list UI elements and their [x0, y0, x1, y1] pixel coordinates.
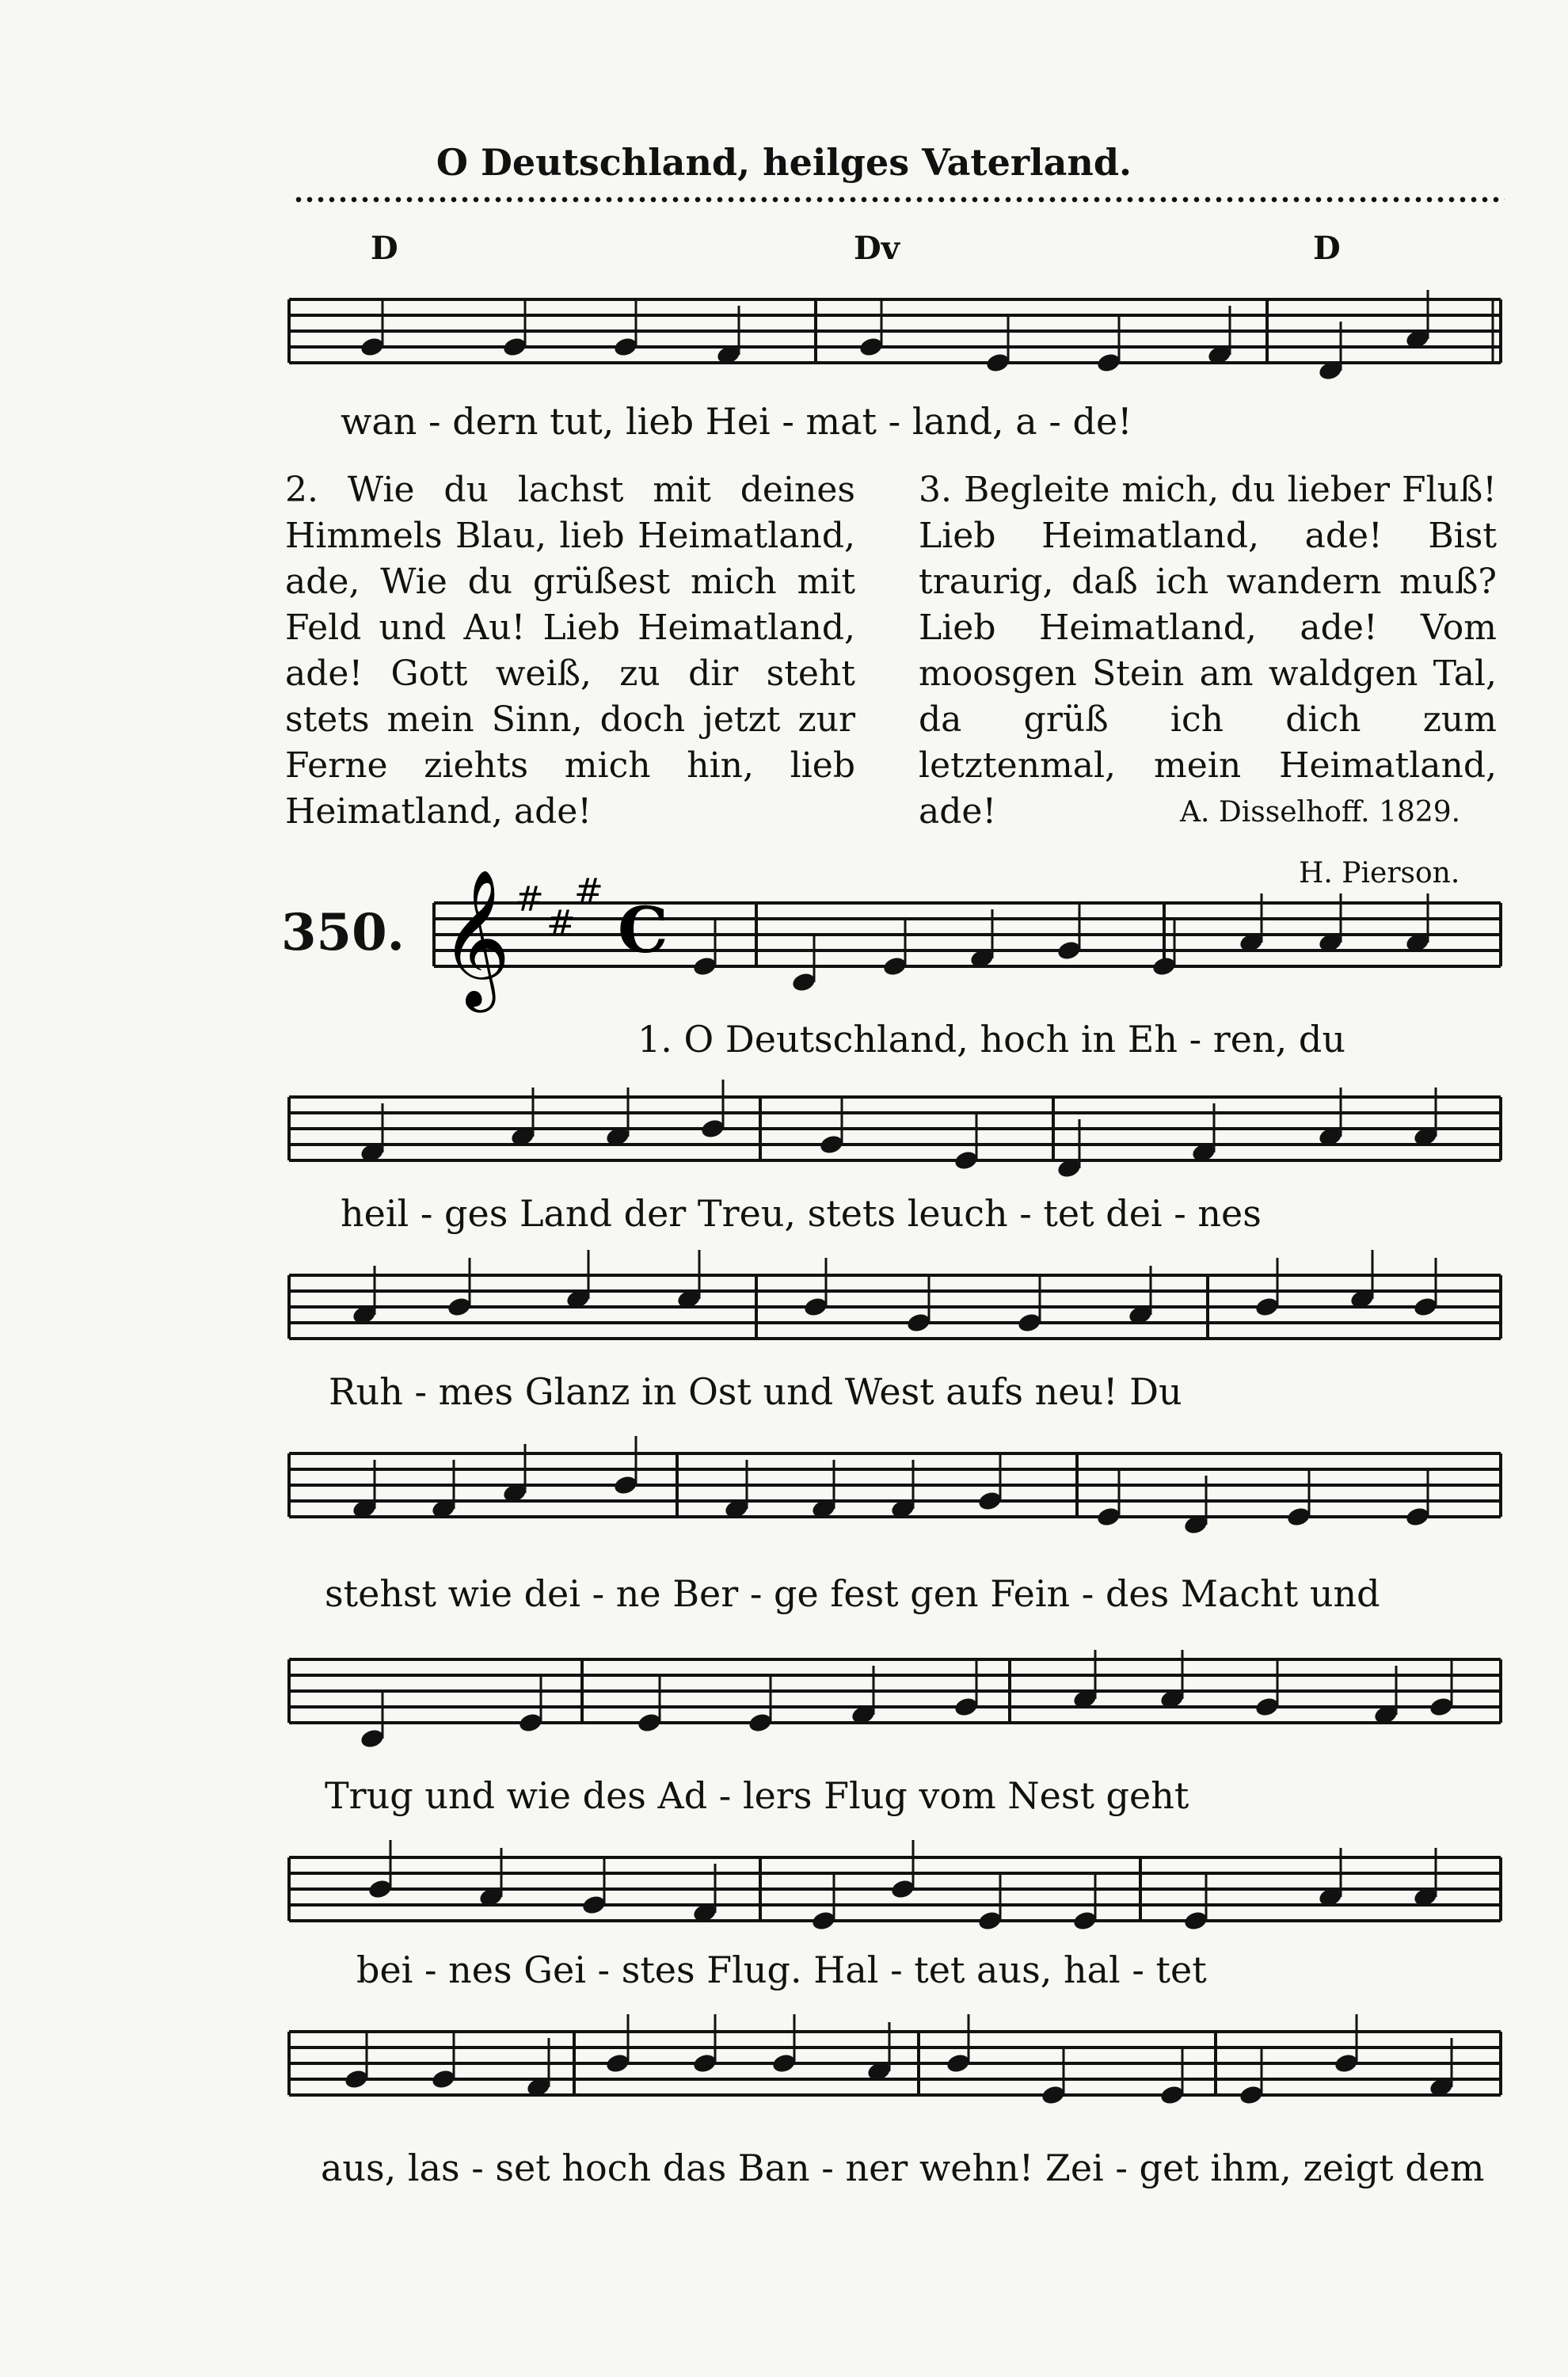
- verse-2: 2. Wie du lachst mit deines Himmels Blau, lieb Heimatland, ade, Wie du grüßest mich mit Feld und Au! Lieb Heimatland, ade! Gott weiß, zu dir steht stets mein Sinn, doch jetzt zur Ferne ziehts mich hin, lieb Heimatland, ade!: [285, 470, 855, 832]
- lyric-line: bei - nes Gei - stes Flug. Hal - tet aus, hal - tet: [356, 1948, 1207, 1991]
- lyric-line: heil - ges Land der Treu, stets leuch - tet dei - nes: [341, 1192, 1262, 1235]
- sharp-sign: #: [546, 903, 576, 943]
- composer-credit: H. Pierson.: [1299, 857, 1460, 889]
- lyric-line: Trug und wie des Ad - lers Flug vom Nest geht: [325, 1774, 1189, 1817]
- verse-credit: A. Disselhoff. 1829.: [1180, 796, 1461, 829]
- song-number: 350.: [281, 903, 405, 962]
- page-title: O Deutschland, heilges Vaterland.: [436, 141, 1132, 184]
- chord-label: Dv: [854, 230, 900, 267]
- time-signature: C: [618, 893, 668, 967]
- treble-clef: 𝄞: [440, 869, 511, 1007]
- sharp-sign: #: [574, 871, 603, 912]
- verse-3: 3. Begleite mich, du lieber Fluß! Lieb Heimatland, ade! Bist traurig, daß ich wandern muß? Lieb Heimatland, ade! Vom moosgen Stein am waldgen Tal, da grüß ich dich zum letztenmal, mein Heimatland, ade!: [919, 470, 1497, 832]
- lyric-line: Ruh - mes Glanz in Ost und West aufs neu! Du: [329, 1370, 1182, 1413]
- lyric-line: stehst wie dei - ne Ber - ge fest gen Fein - des Macht und: [325, 1572, 1380, 1615]
- chord-label: D: [371, 230, 398, 267]
- lyric-line: 1. O Deutschland, hoch in Eh - ren, du: [637, 1018, 1345, 1061]
- chord-label: D: [1313, 230, 1341, 267]
- lyric-line: wan - dern tut, lieb Hei - mat - land, a - de!: [341, 400, 1132, 443]
- sharp-sign: #: [515, 879, 544, 920]
- lyric-line: aus, las - set hoch das Ban - ner wehn! Zei - get ihm, zeigt dem: [321, 2147, 1485, 2189]
